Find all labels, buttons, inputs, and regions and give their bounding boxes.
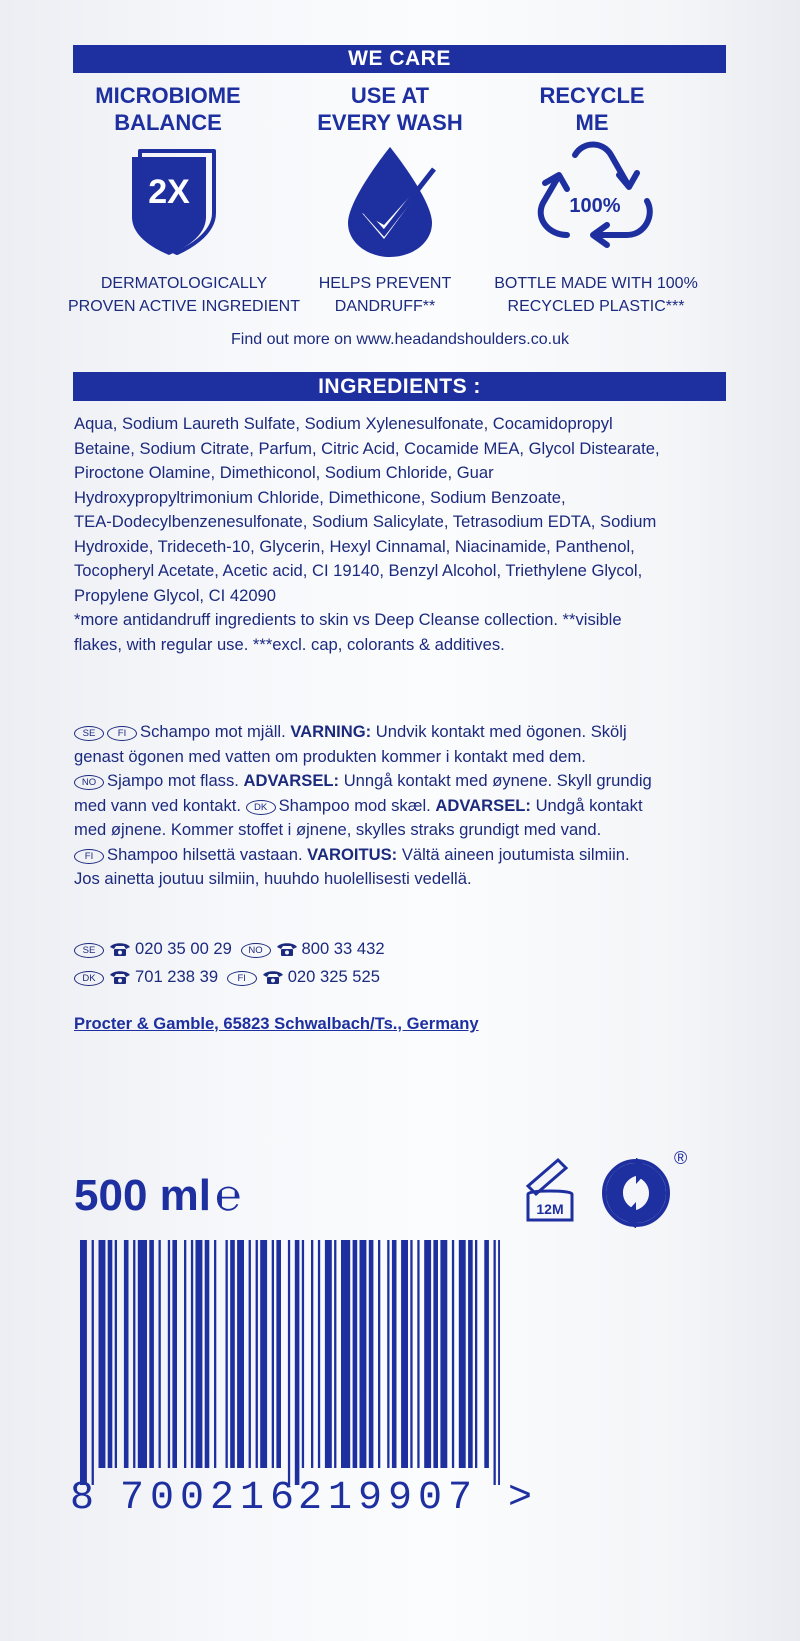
barcode-bar bbox=[452, 1240, 454, 1468]
barcode-arrow: > bbox=[508, 1476, 539, 1521]
warning-se-line: SE FI Schampo mot mjäll. VARNING: Undvik kontakt med ögonen. Skölj bbox=[74, 720, 744, 745]
phone-icon bbox=[109, 940, 131, 965]
recycle-percent-label: 100% bbox=[569, 195, 621, 217]
ingredients-line: Propylene Glycol, CI 42090 bbox=[74, 585, 277, 605]
phone-icon bbox=[109, 968, 131, 993]
fi-badge: FI bbox=[227, 971, 257, 986]
footnote-line: *more antidandruff ingredients to skin vs Deep Cleanse collection. **visible bbox=[74, 610, 622, 629]
ingredients-line: Piroctone Olamine, Dimethiconol, Sodium Chloride, Guar bbox=[74, 463, 494, 482]
barcode-bar bbox=[172, 1240, 177, 1468]
barcode-bar bbox=[272, 1240, 274, 1468]
barcode-bar bbox=[80, 1240, 87, 1485]
ingredients-line: Hydroxypropyltrimonium Chloride, Dimethicone, Sodium Benzoate, bbox=[74, 487, 566, 507]
phone-icon bbox=[276, 940, 298, 965]
pao-12m-icon bbox=[520, 1148, 600, 1228]
we-care-banner: WE CARE bbox=[73, 45, 726, 73]
care-col-title-1: MICROBIOME BALANCE bbox=[95, 83, 241, 135]
barcode-bar bbox=[392, 1240, 397, 1468]
care-col-text-2: HELPS PREVENT DANDRUFF** bbox=[318, 275, 452, 315]
ingredients-line: Betaine, Sodium Citrate, Parfum, Citric Acid, Cocamide MEA, Glycol Distearate, bbox=[74, 438, 660, 458]
dk-badge: DK bbox=[246, 800, 276, 815]
barcode-bar bbox=[288, 1240, 290, 1485]
barcode-bar bbox=[159, 1240, 161, 1468]
barcode-bar bbox=[410, 1240, 412, 1468]
barcode-bar bbox=[99, 1240, 106, 1468]
barcode-bar bbox=[230, 1240, 235, 1468]
shield-2x-label: 2X bbox=[148, 173, 190, 211]
barcode-bar bbox=[353, 1240, 358, 1468]
barcode-bar bbox=[311, 1240, 313, 1468]
barcode-bar bbox=[191, 1240, 193, 1468]
ingredients-banner: INGREDIENTS : bbox=[73, 372, 726, 401]
barcode-bar bbox=[325, 1240, 332, 1468]
pao-label: 12M bbox=[536, 1201, 564, 1217]
green-dot-icon bbox=[601, 1158, 671, 1228]
warning-fi-line-2: Jos ainetta joutuu silmiin, huuhdo huolellisesti vedellä. bbox=[74, 869, 472, 888]
warning-no-line: NO Sjampo mot flass. ADVARSEL: Unngå kontakt med øynene. Skyll grundig bbox=[74, 769, 744, 794]
dk-badge: DK bbox=[74, 971, 104, 986]
warning-dk-line-2: med øjnene. Kommer stoffet i øjnene, skylles straks grundigt med vand. bbox=[74, 820, 602, 839]
barcode-group-2: 219907 bbox=[298, 1476, 479, 1521]
barcode-bar bbox=[196, 1240, 203, 1468]
shield-2x-icon bbox=[126, 143, 226, 258]
manufacturer-address: Procter & Gamble, 65823 Schwalbach/Ts., Germany bbox=[74, 1014, 479, 1033]
barcode-bar bbox=[475, 1240, 477, 1468]
ingredients-line: Tocopheryl Acetate, Acetic acid, CI 19140, Benzyl Alcohol, Triethylene Glycol, bbox=[74, 561, 643, 580]
phone-line-1: SE 020 35 00 29 NO 800 33 432 bbox=[74, 937, 574, 965]
barcode-bar bbox=[276, 1240, 281, 1468]
barcode-bar bbox=[401, 1240, 408, 1468]
se-badge: SE bbox=[74, 726, 104, 741]
footnote-line: flakes, with regular use. ***excl. cap, colorants & additives. bbox=[74, 634, 505, 654]
barcode-bar bbox=[184, 1240, 186, 1468]
barcode-bar bbox=[468, 1240, 473, 1468]
care-col-text-3: BOTTLE MADE WITH 100% RECYCLED PLASTIC*** bbox=[494, 275, 698, 315]
barcode-bar bbox=[440, 1240, 447, 1468]
volume-label: 500 ml℮ bbox=[74, 1171, 242, 1220]
barcode-bar bbox=[318, 1240, 320, 1468]
barcode-bar bbox=[424, 1240, 431, 1468]
barcode-bar bbox=[494, 1240, 496, 1485]
barcode-bar bbox=[214, 1240, 216, 1468]
fi-badge: FI bbox=[74, 849, 104, 864]
barcode-digit-first: 8 bbox=[70, 1476, 101, 1521]
barcode-group-1: 700216 bbox=[120, 1476, 301, 1521]
barcode-bar bbox=[205, 1240, 210, 1468]
barcode-bar bbox=[115, 1240, 117, 1468]
fi-badge: FI bbox=[107, 726, 137, 741]
care-col-title-2: USE AT EVERY WASH bbox=[317, 83, 463, 135]
ingredients-line: Aqua, Sodium Laureth Sulfate, Sodium Xylenesulfonate, Cocamidopropyl bbox=[74, 414, 613, 433]
barcode-bar bbox=[360, 1240, 367, 1468]
ingredients-line: Hydroxide, Trideceth-10, Glycerin, Hexyl Cinnamal, Niacinamide, Panthenol, bbox=[74, 536, 635, 556]
recycle-icon bbox=[527, 135, 659, 257]
barcode-bar bbox=[168, 1240, 170, 1468]
barcode-bar bbox=[433, 1240, 438, 1468]
warning-fi-line: FI Shampoo hilsettä vastaan. VAROITUS: Vältä aineen joutumista silmiin. bbox=[74, 843, 744, 868]
drop-check-icon bbox=[340, 143, 440, 258]
warning-se-line-2: genast ögonen med vatten om produkten kommer i kontakt med dem. bbox=[74, 746, 586, 766]
barcode-bar bbox=[92, 1240, 94, 1485]
ingredients-list bbox=[74, 412, 734, 657]
estimated-sign: ℮ bbox=[214, 1171, 242, 1220]
barcode-bar bbox=[341, 1240, 350, 1468]
barcode-bar bbox=[387, 1240, 389, 1468]
barcode-bar bbox=[249, 1240, 251, 1468]
barcode-bar bbox=[484, 1240, 489, 1468]
care-col-title-3: RECYCLE ME bbox=[539, 83, 645, 135]
barcode-bar bbox=[369, 1240, 374, 1468]
barcode-bar bbox=[124, 1240, 129, 1468]
phone-block bbox=[74, 937, 574, 992]
barcode-bar bbox=[149, 1240, 154, 1468]
barcode-bar bbox=[133, 1240, 135, 1468]
warning-no-dk-line: med vann ved kontakt. DK Shampoo mod skæl. ADVARSEL: Undgå kontakt bbox=[74, 795, 643, 815]
no-badge: NO bbox=[241, 943, 271, 958]
warnings-block bbox=[74, 720, 744, 892]
barcode-bar bbox=[459, 1240, 466, 1468]
barcode-bar bbox=[138, 1240, 147, 1468]
barcode-bar bbox=[237, 1240, 244, 1468]
barcode-bar bbox=[108, 1240, 113, 1468]
ingredients-line: TEA-Dodecylbenzenesulfonate, Sodium Salicylate, Tetrasodium EDTA, Sodium bbox=[74, 512, 657, 531]
barcode-bar bbox=[334, 1240, 336, 1468]
barcode-bar bbox=[417, 1240, 419, 1468]
no-badge: NO bbox=[74, 775, 104, 790]
phone-icon bbox=[262, 968, 284, 993]
barcode-bar bbox=[378, 1240, 380, 1468]
find-more-link[interactable]: Find out more on www.headandshoulders.co.uk bbox=[231, 331, 569, 348]
barcode-bar bbox=[295, 1240, 300, 1485]
registered-mark: ® bbox=[674, 1148, 688, 1168]
barcode bbox=[80, 1240, 500, 1485]
barcode-bar bbox=[302, 1240, 304, 1468]
phone-line-2: DK 701 238 39 FI 020 325 525 bbox=[74, 965, 574, 993]
barcode-bar bbox=[260, 1240, 267, 1468]
barcode-bar bbox=[498, 1240, 500, 1485]
barcode-bar bbox=[226, 1240, 228, 1468]
se-badge: SE bbox=[74, 943, 104, 958]
care-col-text-1: DERMATOLOGICALLY PROVEN ACTIVE INGREDIENT bbox=[67, 275, 301, 315]
barcode-bar bbox=[256, 1240, 258, 1468]
